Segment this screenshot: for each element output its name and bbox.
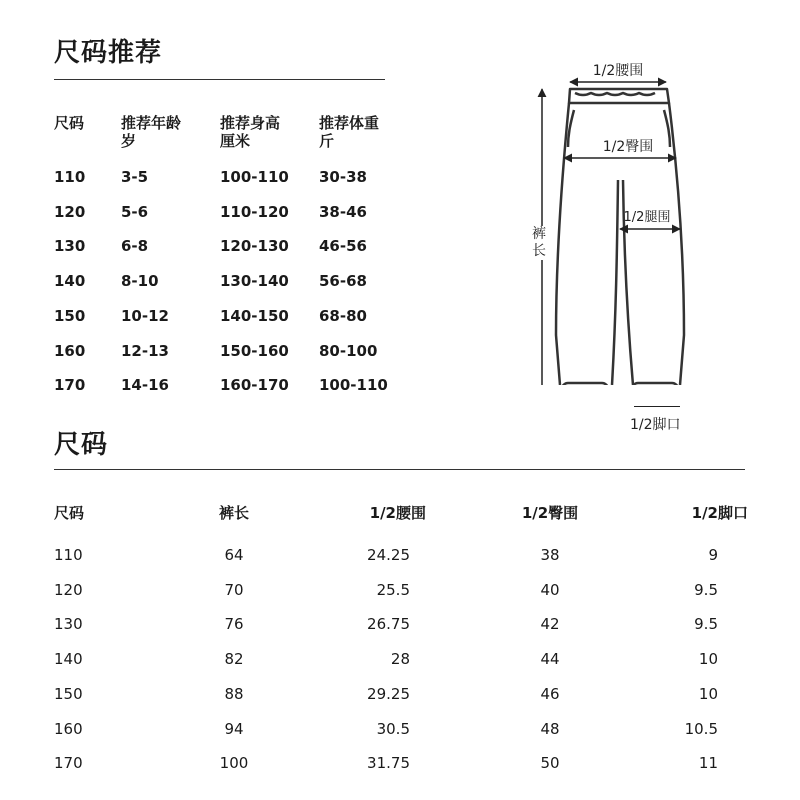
recommend-cell-age: 5-6 [121,202,149,221]
recommend-cell-age: 6-8 [121,237,149,256]
length-label: 裤长 [532,226,546,259]
size-cell-waist: 29.25 [367,684,410,703]
size-header-cuff: 1/2脚口 [691,504,748,522]
cuff-label: 1/2脚口 [630,417,681,433]
recommend-cell-weight: 68-80 [319,306,367,325]
size-cell-cuff: 10.5 [684,719,718,738]
size-cell-size: 140 [54,650,83,669]
size-title: 尺码 [54,430,109,460]
recommend-cell-weight: 80-100 [319,341,378,360]
size-cell-length: 70 [224,580,244,599]
size-cell-hip: 40 [540,580,560,599]
size-cell-length: 100 [219,754,249,773]
size-header-waist: 1/2腰围 [369,504,426,522]
recommend-cell-size: 140 [54,272,86,291]
recommend-cell-height: 110-120 [220,202,289,221]
thigh-label: 1/2腿围 [623,210,671,225]
recommend-cell-weight: 100-110 [319,376,388,395]
waist-label: 1/2腰围 [592,63,644,79]
size-cell-size: 150 [54,684,83,703]
size-cell-length: 76 [224,615,244,634]
size-divider [54,469,745,470]
recommend-cell-height: 160-170 [220,376,289,395]
recommend-cell-weight: 30-38 [319,168,367,186]
recommend-cell-age: 3-5 [121,168,149,186]
size-header-hip: 1/2臀围 [521,504,579,522]
size-cell-hip: 38 [540,546,560,564]
size-cell-length: 94 [224,719,244,738]
size-cell-hip: 44 [540,650,560,669]
pants-diagram [520,55,740,385]
recommend-cell-size: 120 [54,202,86,221]
recommend-cell-age: 12-13 [121,341,169,360]
size-cell-length: 64 [224,546,244,564]
recommend-cell-size: 130 [54,237,86,256]
recommend-cell-size: 110 [54,168,86,186]
size-cell-size: 170 [54,754,83,773]
size-cell-hip: 42 [540,615,560,634]
recommend-cell-weight: 46-56 [319,237,367,256]
recommend-cell-height: 100-110 [220,168,289,186]
size-cell-cuff: 10 [698,650,718,669]
recommend-cell-age: 10-12 [121,306,169,325]
size-cell-length: 82 [224,650,244,669]
recommend-divider [54,79,385,80]
recommend-cell-height: 120-130 [220,237,289,256]
recommend-cell-weight: 56-68 [319,272,367,291]
size-cell-cuff: 10 [698,684,718,703]
recommend-title: 尺码推荐 [54,38,163,68]
size-cell-cuff: 9.5 [694,580,718,599]
size-cell-cuff: 11 [698,754,718,773]
size-cell-cuff: 9.5 [694,615,718,634]
size-cell-hip: 48 [540,719,560,738]
pants-outline [556,89,684,385]
size-cell-waist: 24.25 [367,546,410,564]
recommend-cell-age: 8-10 [121,272,159,291]
size-cell-waist: 26.75 [367,615,410,634]
recommend-header-age: 推荐年龄岁 [121,114,182,150]
recommend-header-size: 尺码 [54,114,85,132]
recommend-cell-height: 130-140 [220,272,289,291]
recommend-cell-height: 140-150 [220,306,289,325]
size-cell-cuff: 9 [708,546,718,564]
size-cell-size: 110 [54,546,83,564]
size-cell-length: 88 [224,684,244,703]
size-cell-waist: 31.75 [367,754,410,773]
size-cell-waist: 30.5 [376,719,410,738]
hip-label: 1/2臀围 [602,139,654,155]
size-cell-size: 130 [54,615,83,634]
recommend-cell-weight: 38-46 [319,202,367,221]
pants-cuffs [562,383,678,385]
size-cell-waist: 28 [390,650,410,669]
size-cell-hip: 50 [540,754,560,773]
size-cell-size: 120 [54,580,83,599]
recommend-cell-height: 150-160 [220,341,289,360]
cuff-arrow [634,406,680,407]
size-header-length: 裤长 [218,504,249,522]
recommend-cell-size: 170 [54,376,86,395]
recommend-cell-size: 150 [54,306,86,325]
size-header-size: 尺码 [54,504,85,522]
recommend-header-weight: 推荐体重斤 [319,114,380,150]
size-cell-hip: 46 [540,684,560,703]
size-cell-size: 160 [54,719,83,738]
size-cell-waist: 25.5 [376,580,410,599]
recommend-cell-age: 14-16 [121,376,169,395]
recommend-cell-size: 160 [54,341,86,360]
recommend-header-height: 推荐身高厘米 [220,114,281,150]
